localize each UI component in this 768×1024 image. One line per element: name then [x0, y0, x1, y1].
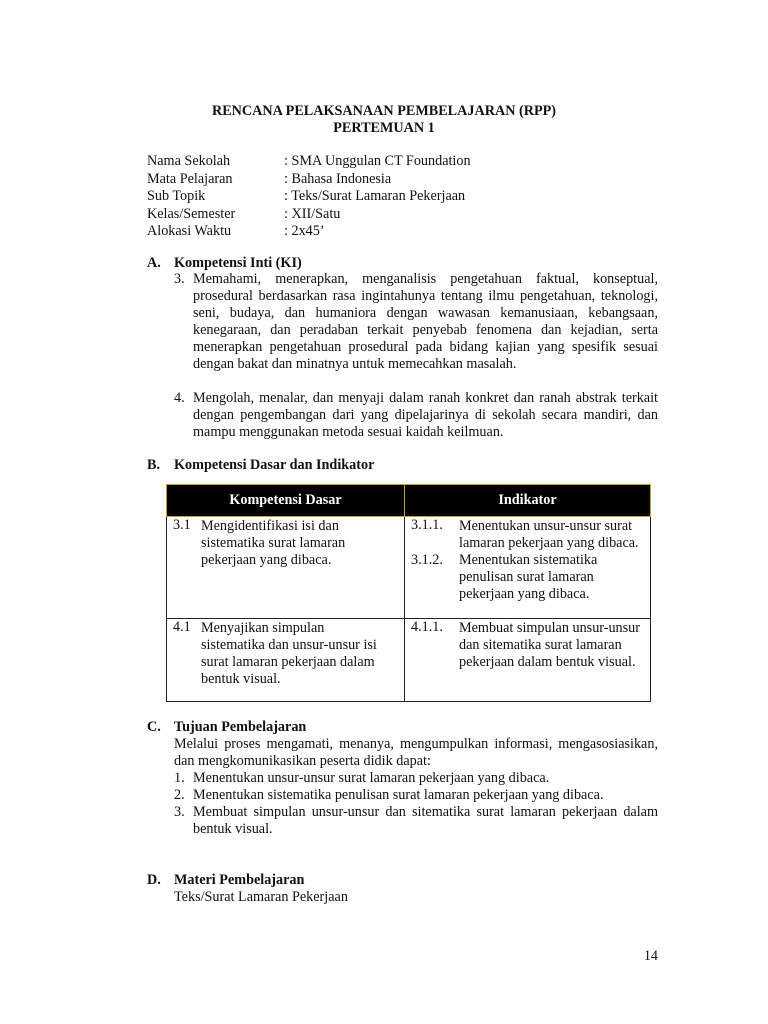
ki-item-text: Memahami, menerapkan, menganalisis pengetahuan faktual, konseptual, prosedural berdasarkan rasa ingintahunya tentang ilmu pengetahuan, teknologi, seni, budaya, dan humaniora dengan wawasan kemanusiaan, kebangsaan, kenegaraan, dan peradaban terkait penyebab fenomena dan kejadian, serta menerapkan pengetahuan prosedural pada bidang kajian yang spesifik sesuai dengan bakat dan minatnya untuk memecahkan masalah.	[193, 271, 658, 373]
indicator-entry	[405, 552, 650, 603]
competency-table	[166, 484, 651, 702]
objective-intro-text: Melalui proses mengamati, menanya, mengumpulkan informasi, mengasosiasikan, dan mengkomunikasikan peserta didik dapat:	[174, 736, 658, 770]
indicator-entry	[405, 517, 650, 552]
objective-number: 1.	[174, 770, 185, 786]
section-letter: D.	[147, 872, 161, 888]
identity-value: : Bahasa Indonesia	[284, 170, 392, 187]
section-title: Kompetensi Inti (KI)	[174, 255, 302, 271]
identity-block	[147, 153, 471, 241]
section-title: Kompetensi Dasar dan Indikator	[174, 457, 375, 473]
indicator-text: Menentukan sistematika penulisan surat lamaran pekerjaan yang dibaca.	[459, 552, 598, 602]
objective-text: Menentukan sistematika penulisan surat lamaran pekerjaan yang dibaca.	[193, 787, 604, 803]
objective-text: Membuat simpulan unsur-unsur dan sitematika surat lamaran pekerjaan dalam bentuk visual.	[193, 804, 658, 838]
indicator-text: Menentukan unsur-unsur surat lamaran pekerjaan yang dibaca.	[459, 518, 639, 551]
indicator-entry	[405, 619, 650, 671]
section-letter: B.	[147, 457, 161, 473]
identity-label: Sub Topik	[147, 188, 206, 205]
kd-entry	[167, 619, 404, 688]
objective-intro	[174, 736, 658, 770]
document-subtitle: PERTEMUAN 1	[333, 120, 435, 136]
kd-number: 3.1	[173, 517, 191, 533]
indicator-text: Membuat simpulan unsur-unsur dan sitematika surat lamaran pekerjaan dalam bentuk visual.	[459, 620, 640, 670]
material-content: Teks/Surat Lamaran Pekerjaan	[174, 889, 348, 905]
section-a-heading	[147, 255, 302, 272]
table-row	[167, 517, 651, 619]
section-title: Tujuan Pembelajaran	[174, 719, 307, 735]
table-header-kd: Kompetensi Dasar	[167, 485, 405, 517]
kd-entry	[167, 517, 404, 569]
indicator-number: 3.1.2.	[411, 552, 443, 568]
kd-number: 4.1	[173, 619, 191, 635]
identity-label: Alokasi Waktu	[147, 223, 232, 240]
kd-cell	[167, 619, 405, 702]
identity-row	[147, 188, 471, 206]
identity-label: Mata Pelajaran	[147, 170, 233, 187]
ki-item	[174, 271, 658, 374]
table-header-row	[167, 485, 651, 517]
kd-cell	[167, 517, 405, 619]
table-row	[167, 619, 651, 702]
identity-label: Kelas/Semester	[147, 205, 236, 222]
identity-row	[147, 206, 471, 224]
objective-item	[174, 804, 658, 838]
kd-text: Menyajikan simpulan sistematika dan unsur-unsur isi surat lamaran pekerjaan dalam bentuk visual.	[201, 620, 377, 687]
identity-row	[147, 171, 471, 189]
identity-row	[147, 223, 471, 241]
section-b-heading	[147, 457, 374, 474]
objective-item	[174, 770, 658, 787]
section-title: Materi Pembelajaran	[174, 872, 305, 888]
section-letter: C.	[147, 719, 161, 735]
section-letter: A.	[147, 255, 161, 271]
ki-item	[174, 390, 658, 441]
page-number: 14	[643, 948, 658, 964]
section-c-heading	[147, 719, 306, 736]
objective-number: 3.	[174, 804, 185, 820]
identity-value: : SMA Unggulan CT Foundation	[284, 153, 471, 169]
indicator-cell	[405, 619, 651, 702]
objective-text: Menentukan unsur-unsur surat lamaran pekerjaan yang dibaca.	[193, 770, 550, 786]
objective-item	[174, 787, 658, 804]
identity-value: : 2x45’	[284, 223, 325, 240]
document-title: RENCANA PELAKSANAAN PEMBELAJARAN (RPP)	[211, 103, 557, 119]
identity-row	[147, 153, 471, 171]
identity-value: : Teks/Surat Lamaran Pekerjaan	[284, 188, 466, 205]
identity-label: Nama Sekolah	[147, 153, 231, 169]
objective-number: 2.	[174, 787, 185, 803]
section-d-heading	[147, 872, 304, 889]
ki-item-number: 3.	[174, 271, 185, 287]
indicator-cell	[405, 517, 651, 619]
ki-item-number: 4.	[174, 390, 185, 406]
identity-value: : XII/Satu	[284, 205, 341, 222]
kd-text: Mengidentifikasi isi dan sistematika surat lamaran pekerjaan yang dibaca.	[201, 518, 346, 568]
table-header-indicator: Indikator	[405, 485, 651, 517]
indicator-number: 3.1.1.	[411, 517, 443, 533]
ki-item-text: Mengolah, menalar, dan menyaji dalam ranah konkret dan ranah abstrak terkait dengan pengembangan dari yang dipelajarinya di sekolah secara mandiri, dan mampu menggunakan metoda sesuai kaidah keilmuan.	[193, 390, 658, 441]
indicator-number: 4.1.1.	[411, 619, 443, 635]
